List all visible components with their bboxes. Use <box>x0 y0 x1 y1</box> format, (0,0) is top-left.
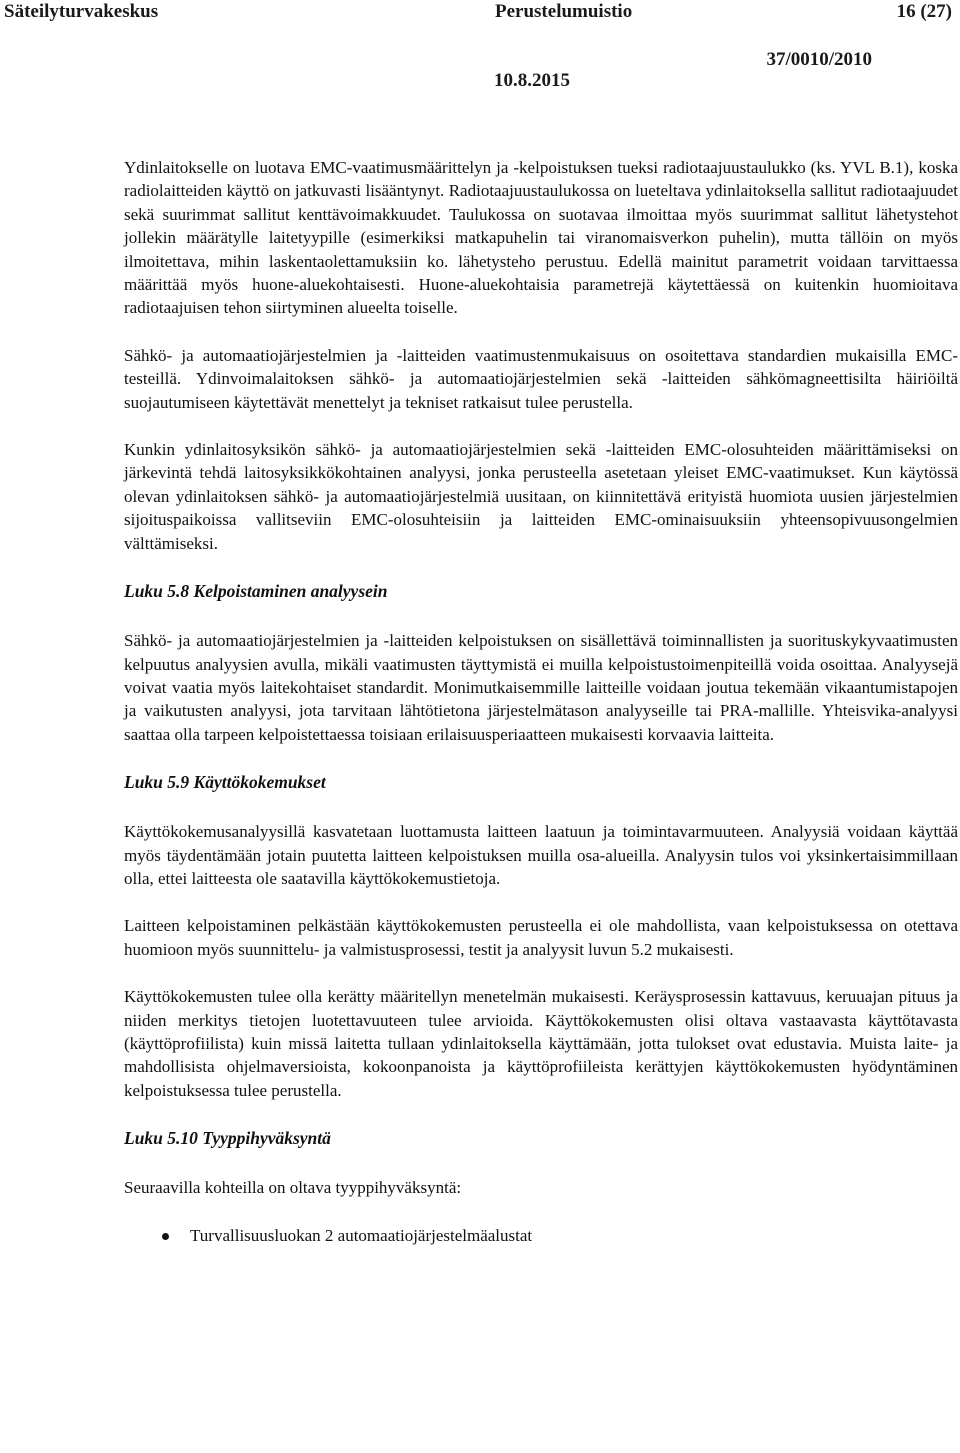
paragraph: Sähkö- ja automaatiojärjestelmien ja -laitteiden vaatimustenmukaisuus on osoitettava standardien mukaisilla EMC-testeillä. Ydinvoimalaitoksen sähkö- ja automaatiojärjestelmien sekä -laitteiden sähkömagneettisilta häiriöiltä suojautumiseen käytettävät menettelyt ja tekniset ratkaisut tulee perustella. <box>124 345 958 412</box>
document-body <box>124 156 958 1248</box>
document-type: Perustelumuistio <box>495 1 633 22</box>
paragraph: Sähkö- ja automaatiojärjestelmien ja -laitteiden kelpoistuksen on sisällettävä toiminnallisten ja suorituskykyvaatimusten kelpuutus analyysien avulla, mikäli vaatimusten täyttymistä ei muilla kelpoistustoimenpiteillä voida osoittaa. Analyysejä voivat vaatia myös laitekohtaiset standardit. Monimutkaisemmille laitteille voidaan joutua tekemään vikaantumistapojen ja vaikutusten analyysi, jota tarvitaan lähtötietona järjestelmätason analyyseille tai PRA-mallille. Yhteisvika-analyysi saattaa olla tarpeen kelpoistettaessa toisiaan erilaisuusperiaatteen mukaisesti korvaavia laitteita. <box>124 631 958 744</box>
list-item-text: Turvallisuusluokan 2 automaatiojärjestelmäalustat <box>190 1225 533 1245</box>
section-heading: Luku 5.9 Käyttökokemukset <box>124 772 326 793</box>
page-header <box>0 0 960 110</box>
organization-name: Säteilyturvakeskus <box>4 1 159 22</box>
reference-number: 37/0010/2010 <box>766 49 872 70</box>
bullet-icon <box>162 1233 169 1240</box>
list-item <box>124 1224 958 1248</box>
paragraph: Seuraavilla kohteilla on oltava tyyppihyväksyntä: <box>124 1178 462 1198</box>
paragraph: Laitteen kelpoistaminen pelkästään käyttökokemusten perusteella ei ole mahdollista, vaan kelpoistuksessa on otettava huomioon myös suunnittelu- ja valmistusprosessi, testit ja analyysit luvun 5.2 mukaisesti. <box>124 916 958 959</box>
paragraph: Kunkin ydinlaitosyksikön sähkö- ja automaatiojärjestelmien sekä -laitteiden EMC-olosuhteiden määrittämiseksi on järkevintä tehdä laitosyksikkökohtainen analyysi, jonka perusteella asetetaan yleiset EMC-vaatimukset. Kun käytössä olevan ydinlaitoksen sähkö- ja automaatiojärjestelmiä uusitaan, on kiinnitettävä erityistä huomiota uusien järjestelmien sijoituspaikoissa vallitseviin EMC-olosuhteisiin ja laitteiden EMC-ominaisuuksiin yhteensopivuusongelmien välttämiseksi. <box>124 440 958 553</box>
paragraph: Ydinlaitokselle on luotava EMC-vaatimusmäärittelyn ja -kelpoistuksen tueksi radiotaajuustaulukko (ks. YVL B.1), koska radiolaitteiden käyttö on jatkuvasti lisääntynyt. Radiotaajuustaulukossa on lueteltava ydinlaitoksella sallitut radiotaajuudet sekä suurimmat sallitut kenttävoimakkuudet. Taulukossa on suotavaa ilmoittaa myös suurimmat sallitut lähetystehot jollekin määrätylle laitetyypille (esimerkiksi matkapuhelin tai viranomaisverkon puhelin), mutta tällöin on myös ilmoitettava, mihin laskentaolettamuksiin ko. lähetysteho perustuu. Edellä mainitut parametrit voidaan tarvittaessa määrittää myös huone-aluekohtaisesti. Huone-aluekohtaisia parametrejä käytettäessä on kuitenkin huomioitava radiotaajuisen tehon siirtyminen alueelta toiselle. <box>124 158 958 318</box>
paragraph: Käyttökokemusanalyysillä kasvatetaan luottamusta laitteen laatuun ja toimintavarmuuteen. Analyysiä voidaan käyttää myös täydentämään jotain puutetta laitteen kelpoistuksen muilla osa-alueilla. Analyysin tulos voi yksinkertaisimmillaan olla, ettei laitteesta ole saatavilla käyttökokemustietoja. <box>124 822 958 888</box>
section-heading: Luku 5.10 Tyyppihyväksyntä <box>124 1128 331 1149</box>
section-heading: Luku 5.8 Kelpoistaminen analyysein <box>124 581 388 602</box>
paragraph: Käyttökokemusten tulee olla kerätty määritellyn menetelmän mukaisesti. Keräysprosessin kattavuus, keruuajan pituus ja niiden merkitys tietojen luotettavuuteen tulee arvioida. Käyttökokemusten olisi oltava vastaavasta käyttötavasta (käyttöprofiilista) kuin missä laitetta tullaan ydinlaitoksella käyttämään, jotta tulokset ovat edustavia. Muista laite- ja mahdollisista ohjelmaversioista, kokoonpanoista ja käyttöprofiileista kerättyjen käyttökokemusten hyödyntäminen kelpoistuksessa tulee perustella. <box>124 987 958 1100</box>
document-date: 10.8.2015 <box>494 70 570 91</box>
bullet-list <box>124 1224 958 1248</box>
page-number: 16 (27) <box>896 1 952 22</box>
